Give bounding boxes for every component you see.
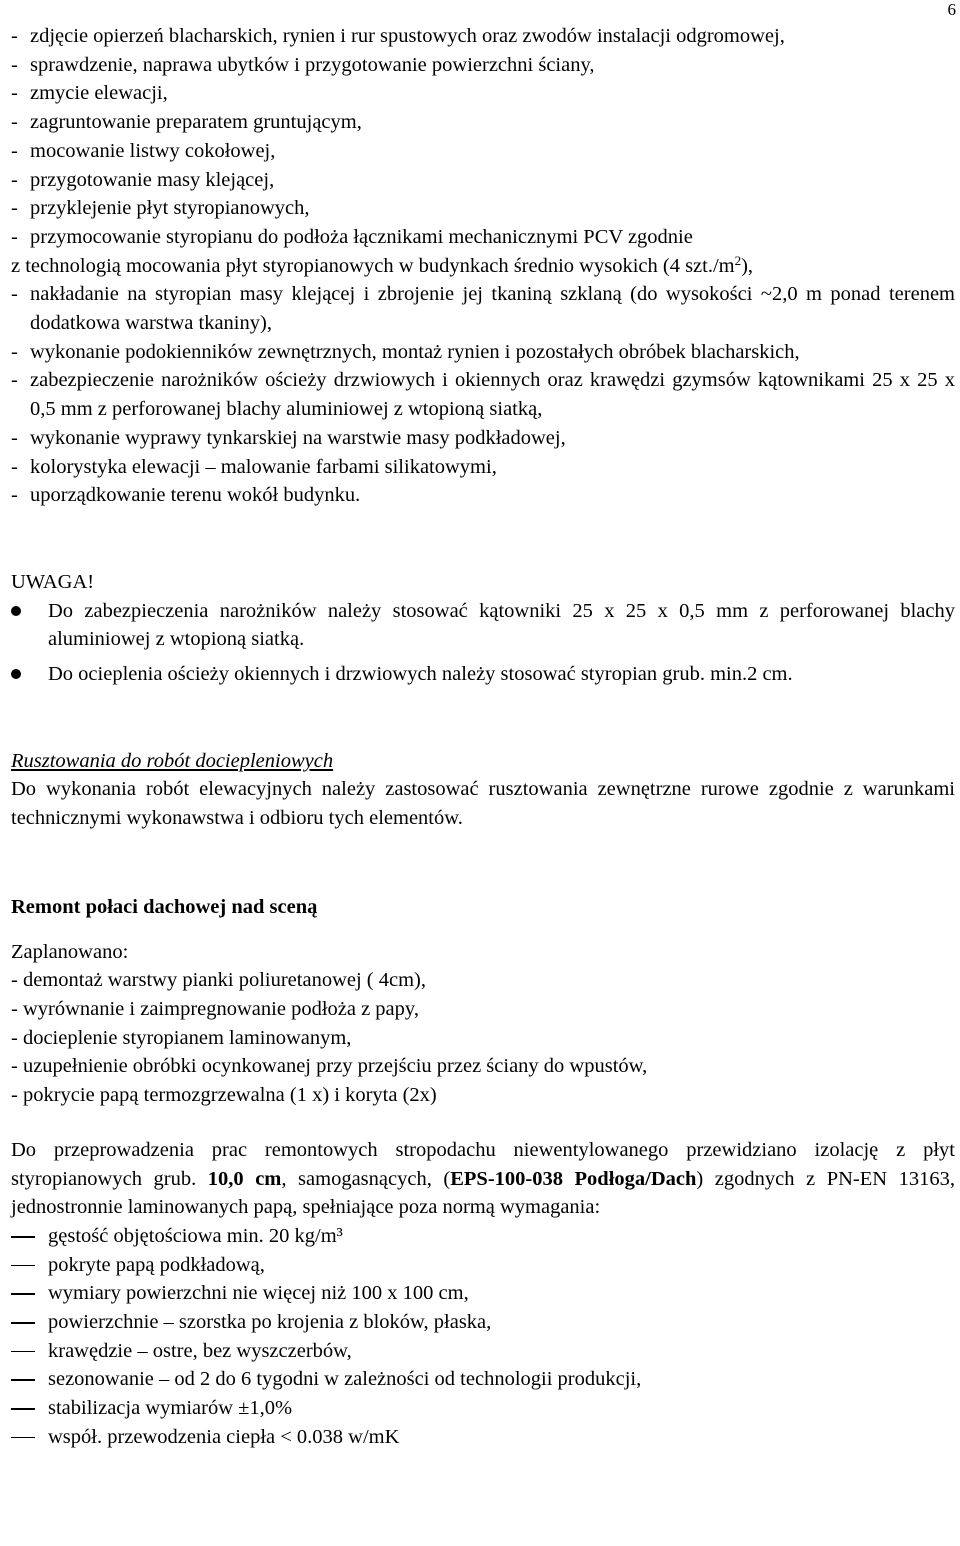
requirement-text: współ. przewodzenia ciepła < 0.038 w/mK [48,1425,400,1448]
long-dash-marker [11,1351,35,1353]
dash-marker: - [11,283,18,306]
dash-marker: - [11,455,18,478]
requirement-text: pokryte papą podkładową, [48,1253,265,1276]
requirement-item [11,1222,955,1251]
spec-paragraph [11,1136,955,1222]
list-item-text: uporządkowanie terenu wokół budynku. [30,484,361,507]
planned-list [11,966,955,1110]
list-item [11,22,955,51]
list-item [11,223,955,252]
roof-heading: Remont połaci dachowej nad sceną [11,895,318,918]
planned-item: - pokrycie papą termozgrzewalna (1 x) i koryta (2x) [11,1084,437,1107]
list-item [11,453,955,482]
list-item [11,51,955,80]
list-item-text: wykonanie wyprawy tynkarskiej na warstwie masy podkładowej, [30,426,566,449]
list-item [11,280,955,337]
dash-marker: - [11,225,18,248]
list-item-text: przymocowanie styropianu do podłoża łącznikami mechanicznymi PCV zgodnie [30,225,693,248]
dash-marker: - [11,484,18,507]
long-dash-marker [11,1379,35,1381]
requirement-text: krawędzie – ostre, bez wyszczerbów, [48,1339,352,1362]
scaffolding-text: Do wykonania robót elewacyjnych należy zastosować rusztowania zewnętrzne rurowe zgodnie z warunkami technicznymi wykonawstwa i odbioru tych elementów. [11,778,955,830]
works-list-continued [11,280,955,510]
planned-item: - wyrównanie i zaimpregnowanie podłoża z papy, [11,997,419,1020]
planned-label: Zaplanowano: [11,940,129,963]
list-item-text: mocowanie listwy cokołowej, [30,139,276,162]
dash-marker: - [11,82,18,105]
dash-marker: - [11,340,18,363]
list-item-text: zdjęcie opierzeń blacharskich, rynien i rur spustowych oraz zwodów instalacji odgromowej, [30,25,785,47]
list-item [11,338,955,367]
spec-product: EPS-100-038 Podłoga/Dach [450,1167,697,1190]
spec-text-1: Do przeprowadzenia prac remontowych stropodachu niewentylowanego przewidziano izolację z płyt styropianowych grub. [11,1138,955,1190]
note-item [11,597,955,654]
list-item-text: kolorystyka elewacji – malowanie farbami silikatowymi, [30,455,497,478]
long-dash-marker [11,1236,35,1238]
requirement-item [11,1251,955,1280]
list-item [11,194,955,223]
note-item-text: Do zabezpieczenia narożników należy stosować kątowniki 25 x 25 x 0,5 mm z perforowanej blachy aluminiowej z wtopioną siatką. [48,599,955,651]
note-item-text: Do ocieplenia ościeży okiennych i drzwiowych należy stosować styropian grub. min.2 cm. [48,663,793,686]
dash-marker: - [11,168,18,191]
dash-marker: - [11,25,18,47]
list-item-text: zabezpieczenie narożników ościeży drzwiowych i okiennych oraz krawędzi gzymsów kątownikami 25 x 25 x 0,5 mm z perforowanej blachy aluminiowej z wtopioną siatką, [30,369,955,421]
note-item [11,660,955,689]
document-page [11,22,955,1452]
list-item [11,366,955,423]
scaffolding-heading: Rusztowania do robót dociepleniowych [11,749,334,772]
works-continuation-line [11,252,955,281]
long-dash-marker [11,1265,35,1267]
requirement-text: wymiary powierzchni nie więcej niż 100 x 100 cm, [48,1282,469,1305]
list-item [11,481,955,510]
list-item-text: wykonanie podokienników zewnętrznych, montaż rynien i pozostałych obróbek blacharskich, [30,340,800,363]
requirement-text: stabilizacja wymiarów ±1,0% [48,1397,293,1420]
dash-marker: - [11,111,18,134]
superscript: 2 [734,252,742,268]
long-dash-marker [11,1293,35,1295]
requirement-text: sezonowanie – od 2 do 6 tygodni w zależności od technologii produkcji, [48,1368,642,1391]
dash-marker: - [11,53,18,76]
planned-item: - uzupełnienie obróbki ocynkowanej przy przejściu przez ściany do wpustów, [11,1055,648,1078]
list-item-text: przyklejenie płyt styropianowych, [30,197,310,220]
requirement-text: powierzchnie – szorstka po krojenia z bloków, płaska, [48,1311,492,1334]
dash-marker: - [11,197,18,220]
list-item [11,137,955,166]
note-title: UWAGA! [11,570,95,593]
long-dash-marker [11,1322,35,1324]
long-dash-marker [11,1437,35,1439]
requirement-item [11,1423,955,1452]
list-item-text: zagruntowanie preparatem gruntującym, [30,111,362,134]
list-item [11,108,955,137]
bullet-icon [11,669,21,679]
list-item-text: zmycie elewacji, [30,82,168,105]
dash-marker: - [11,369,18,392]
spec-text-3: ) zgodnych z PN-EN 13163, jednostronnie laminowanych papą, spełniające poza normą wymagania: [11,1167,955,1219]
long-dash-marker [11,1408,35,1410]
requirement-item [11,1365,955,1394]
spec-thickness: 10,0 cm [207,1167,282,1190]
list-item-text: przygotowanie masy klejącej, [30,168,275,191]
list-item [11,424,955,453]
planned-item: - demontaż warstwy pianki poliuretanowej ( 4cm), [11,969,426,992]
continuation-text: z technologią mocowania płyt styropianowych w budynkach średnio wysokich (4 szt./m [11,254,735,277]
requirement-item [11,1279,955,1308]
dash-marker: - [11,139,18,162]
requirement-item [11,1394,955,1423]
planned-item: - docieplenie styropianem laminowanym, [11,1026,352,1049]
list-item [11,79,955,108]
requirement-item [11,1337,955,1366]
continuation-tail: ), [741,254,754,277]
list-item [11,166,955,195]
page-number: 6 [947,0,956,19]
list-item-text: nakładanie na styropian masy klejącej i zbrojenie jej tkaniną szklaną (do wysokości ~2,0 m ponad terenem dodatkowa warstwa tkaniny), [30,283,955,335]
spec-text-2: , samogasnących, ( [281,1167,451,1190]
requirements-list [11,1222,955,1452]
works-list [11,22,955,252]
dash-marker: - [11,426,18,449]
list-item-text: sprawdzenie, naprawa ubytków i przygotowanie powierzchni ściany, [30,53,595,76]
note-list [11,597,955,689]
requirement-text: gęstość objętościowa min. 20 kg/m³ [48,1224,343,1247]
requirement-item [11,1308,955,1337]
bullet-icon [11,606,21,616]
